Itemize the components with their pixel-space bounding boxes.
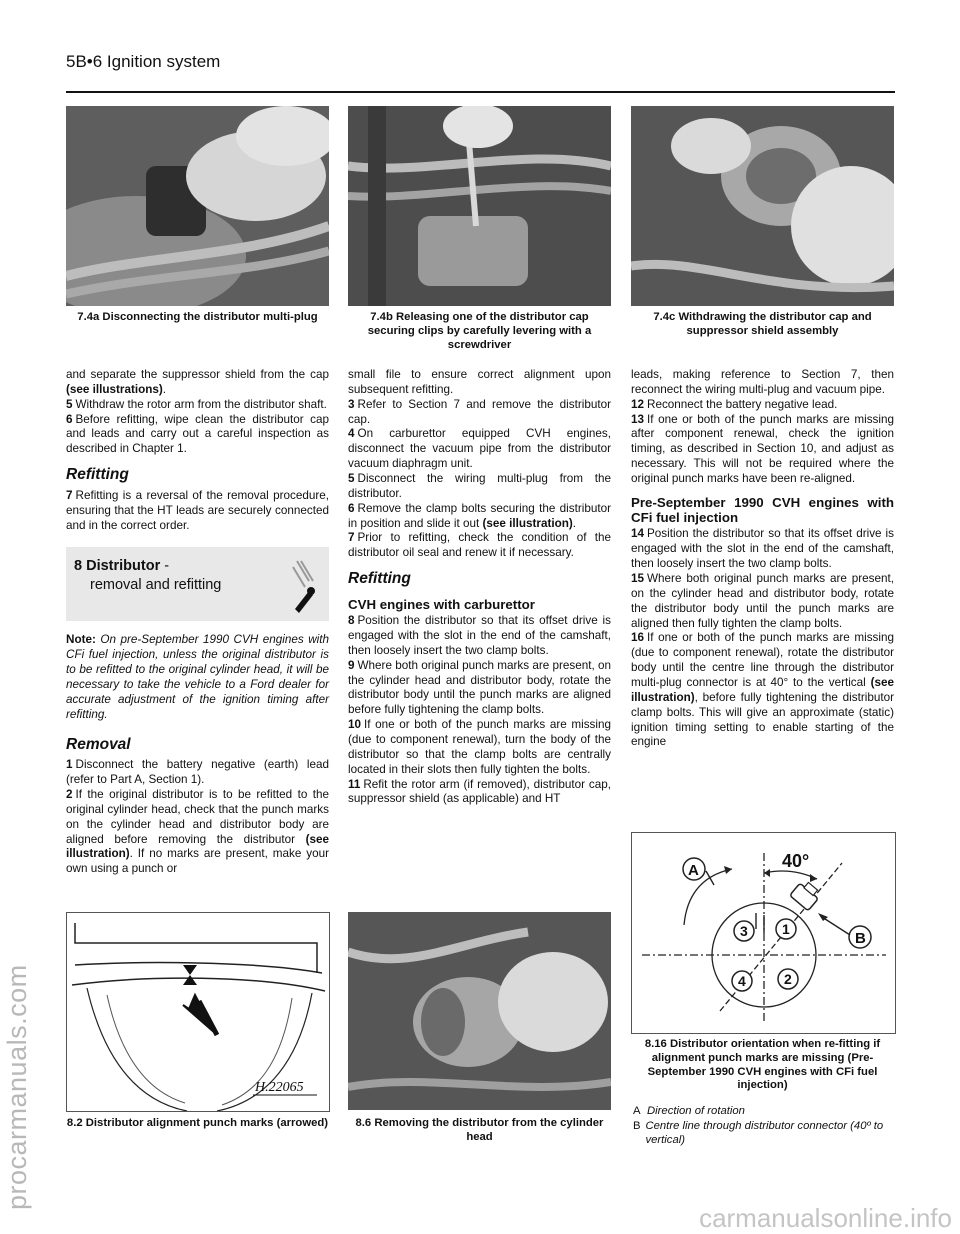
column-2 [348,368,611,807]
col2-para-9: 9 Where both original punch marks are present, on the cylinder head and distributor body, rotate the distributor body until the punch marks are aligned before fully tightening the clamp bolts. [348,658,611,717]
footer-watermark: carmanualsonline.info [699,1203,952,1233]
photo-7-4c-art [631,106,894,306]
photo-8-6 [348,912,611,1110]
column-1 [66,368,329,877]
col3-para-12: 12 Reconnect the battery negative lead. [631,397,838,411]
col1-para-6: 6 Before refitting, wipe clean the distributor cap and leads and carry out a careful inspection as described in Chapter 1. [66,412,329,456]
col3-para-16: 16 If one or both of the punch marks are missing (due to component renewal), rotate the distributor body until the centre line through the distributor multi-plug connector is at 40° to the vertical (see illustration), before fully tightening the distributor clamp bolts. This will give an approximate (static) ignition timing setting to enable starting of the engine [631,631,894,749]
photo-7-4c [631,106,894,306]
col1-note: Note: On pre-September 1990 CVH engines with CFi fuel injection, unless the original distributor is to be refitted to the original cylinder head, it will be necessary to take the vehicle to a Ford dealer for accurate adjustment of the ignition timing after refitting. [66,633,329,721]
col1-para-2: 2 If the original distributor is to be refitted to the original cylinder head, check that the punch marks on the cylinder head and distributor body are aligned before removing the distributor (see illustration). If no marks are present, make your own using a punch or [66,787,329,876]
column-3 [631,368,894,750]
label-b: B [855,930,866,947]
photo-8-6-art [348,912,611,1110]
col2-para-7: 7 Prior to refitting, check the condition of the distributor oil seal and renew it if necessary. [348,531,611,560]
caption-7-4c: 7.4c Withdrawing the distributor cap and suppressor shield assembly [653,311,872,337]
legend-item-a: A Direction of rotation [633,1105,745,1117]
col2-refitting-heading: Refitting [348,570,411,588]
col1-intro: and separate the suppressor shield from the cap (see illustrations). [66,368,329,396]
photo-7-4a [66,106,329,306]
col2-para-8: 8 Position the distributor so that its offset drive is engaged with the slot in the end of the camshaft, then loosely insert the two clamp bolts. [348,614,611,657]
diagram-8-16 [631,832,896,1034]
mark-2: 2 [784,971,792,987]
caption-8-16: 8.16 Distributor orientation when re-fitting if alignment punch marks are missing (Pre-September 1990 CVH engines with CFi fuel injection) [644,1038,881,1092]
col2-para-10: 10 If one or both of the punch marks are missing (due to component renewal), turn the body of the distributor so that the clamp bolts are centrally located in their slots then fully tighten the bolts. [348,718,611,776]
col3-para-14: 14 Position the distributor so that its offset drive is engaged with the slot in the end of the camshaft, then loosely insert the two clamp bolts. [631,527,894,571]
col3-sub-heading: Pre-September 1990 CVH engines with CFi fuel injection [631,494,894,526]
mark-1: 1 [782,921,790,937]
caption-8-6: 8.6 Removing the distributor from the cylinder head [355,1117,604,1143]
col1-removal-heading: Removal [66,735,131,753]
page-title: 5B•6 Ignition system [66,52,221,71]
angle-label: 40° [782,851,810,871]
col1-para-1: 1 Disconnect the battery negative (earth) lead (refer to Part A, Section 1). [66,758,329,787]
diagram-8-16-legend [633,1104,895,1148]
drawing-ref: H.22065 [255,1080,304,1095]
legend-item-b: B Centre line through distributor connector (40º to vertical) [633,1119,884,1147]
section-8-heading-box [66,547,329,621]
col2-para-4: 4 On carburettor equipped CVH engines, disconnect the vacuum pipe from the distributor vacuum diaphragm unit. [348,427,611,471]
side-watermark: procarmanuals.com [2,964,32,1210]
drawing-8-2-art [67,913,329,1111]
col1-refitting-heading: Refitting [66,466,129,484]
col1-para-5: 5 Withdraw the rotor arm from the distributor shaft. [66,397,327,411]
difficulty-spanner-icon [291,557,317,613]
mark-4: 4 [738,973,746,989]
photo-7-4b-art [348,106,611,306]
drawing-8-2 [66,912,330,1112]
label-a: A [688,862,699,879]
section-8-title: 8 Distributor - removal and refitting [74,558,222,593]
col2-para-3: 3 Refer to Section 7 and remove the distributor cap. [348,397,611,426]
caption-8-2: 8.2 Distributor alignment punch marks (arrowed) [66,1117,329,1129]
photo-7-4b [348,106,611,306]
header-rule [66,91,895,93]
caption-7-4a: 7.4a Disconnecting the distributor multi-plug [77,311,318,323]
col2-para-6: 6 Remove the clamp bolts securing the distributor in position and slide it out (see illustration). [348,501,611,530]
caption-7-4b: 7.4b Releasing one of the distributor cap securing clips by carefully levering with a screwdriver [367,311,592,351]
col2-para-11: 11 Refit the rotor arm (if removed), distributor cap, suppressor shield (as applicable) and HT [348,777,611,806]
col2-intro: small file to ensure correct alignment upon subsequent refitting. [348,368,611,396]
col2-sub-heading: CVH engines with carburettor [348,596,535,612]
col3-intro: leads, making reference to Section 7, then reconnect the wiring multi-plug and vacuum pipe. [631,368,894,396]
col3-para-13: 13 If one or both of the punch marks are missing after component renewal, check the ignition timing, as described in Section 10, and adjust as necessary. This will not be required where the original punch marks have been re-aligned. [631,412,894,486]
photo-7-4a-art [66,106,329,306]
diagram-8-16-art [632,833,895,1033]
col1-para-7: 7 Refitting is a reversal of the removal procedure, ensuring that the HT leads are securely connected and in the correct order. [66,488,329,532]
col2-para-5: 5 Disconnect the wiring multi-plug from the distributor. [348,472,611,500]
mark-3: 3 [740,923,748,939]
col3-para-15: 15 Where both original punch marks are present, on the cylinder head and distributor body, rotate the distributor body until the punch marks are aligned then fully tighten the clamp bolts. [631,572,894,630]
